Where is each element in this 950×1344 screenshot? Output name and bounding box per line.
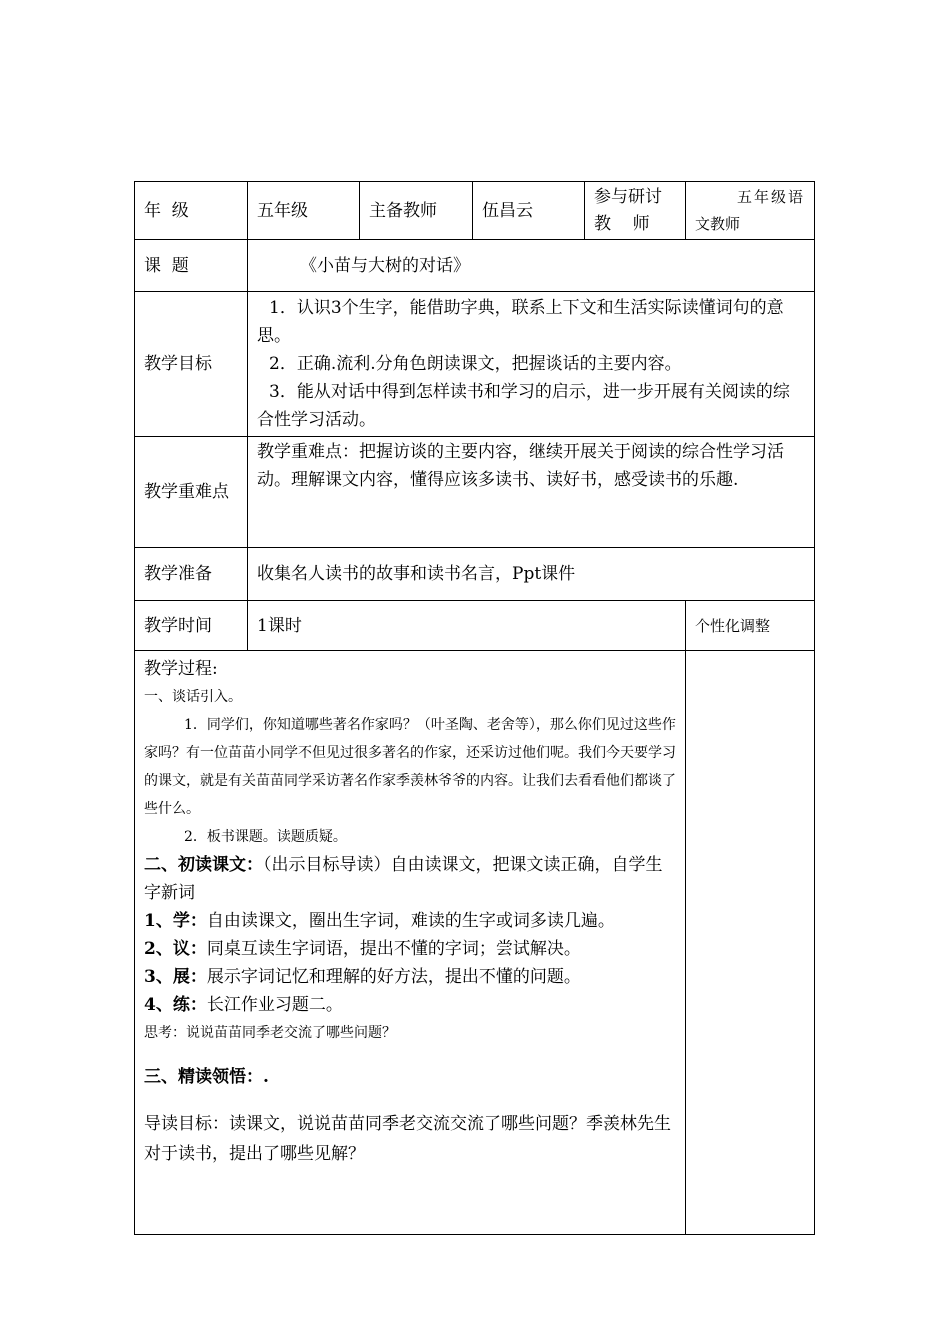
step-number: 2、议： bbox=[144, 939, 207, 959]
participants-value-line2: 文教师 bbox=[695, 214, 741, 233]
time-value: 1课时 bbox=[248, 601, 686, 651]
header-row bbox=[135, 182, 815, 240]
lead-teacher-label: 主备教师 bbox=[360, 182, 473, 240]
participants-label-line1: 参与研讨 bbox=[594, 186, 662, 207]
step-2 bbox=[144, 935, 676, 963]
goal-item: 2．正确.流利.分角色朗读课文，把握谈话的主要内容。 bbox=[269, 354, 682, 374]
preparation-label: 教学准备 bbox=[135, 548, 248, 601]
goals-content bbox=[248, 292, 815, 437]
goal-item: 3．能从对话中得到怎样读书和学习的启示，进一步开展有关阅读的综合性学习活动。 bbox=[257, 382, 790, 430]
time-row bbox=[135, 601, 815, 651]
goals-row bbox=[135, 292, 815, 437]
grade-value: 五年级 bbox=[248, 182, 360, 240]
spacer bbox=[144, 1047, 676, 1063]
process-title: 教学过程: bbox=[144, 659, 218, 679]
goal-item: 1．认识3个生字，能借助字典，联系上下文和生活实际读懂词句的意思。 bbox=[257, 298, 784, 346]
section-3 bbox=[144, 1063, 676, 1091]
step-1 bbox=[144, 907, 676, 935]
step-number: 3、展： bbox=[144, 967, 207, 987]
step-text: 展示字词记忆和理解的好方法，提出不懂的问题。 bbox=[206, 967, 581, 987]
lesson-plan-table bbox=[134, 181, 815, 1235]
topic-value: 《小苗与大树的对话》 bbox=[248, 240, 815, 292]
preparation-row bbox=[135, 548, 815, 601]
time-label: 教学时间 bbox=[135, 601, 248, 651]
section-2-title: 二、初读课文： bbox=[144, 855, 263, 875]
section-3-dot: . bbox=[263, 1067, 269, 1087]
adjust-column bbox=[686, 651, 815, 1235]
step-3 bbox=[144, 963, 676, 991]
participants-value bbox=[686, 182, 815, 240]
goals-label: 教学目标 bbox=[135, 292, 248, 437]
topic-row bbox=[135, 240, 815, 292]
step-text: 同桌互读生字词语，提出不懂的字词；尝试解决。 bbox=[206, 939, 581, 959]
section-1-step-2: 2．板书课题。读题质疑。 bbox=[184, 829, 347, 845]
topic-label: 课 题 bbox=[135, 240, 248, 292]
lead-teacher-value: 伍昌云 bbox=[473, 182, 585, 240]
process-row bbox=[135, 651, 815, 1235]
grade-label: 年 级 bbox=[135, 182, 248, 240]
step-4 bbox=[144, 991, 676, 1019]
step-text: 长江作业习题二。 bbox=[206, 995, 343, 1015]
step-text: 自由读课文，圈出生字词，难读的生字或词多读几遍。 bbox=[206, 911, 615, 931]
section-1-paragraph: 1．同学们，你知道哪些著名作家吗？（叶圣陶、老舍等），那么你们见过这些作家吗？有一位苗苗小同学不但见过很多著名的作家，还采访过他们呢。我们今天要学习的课文，就是有关苗苗同学采访著名作家季羡林爷爷的内容。让我们去看看他们都谈了些什么。 bbox=[144, 717, 676, 817]
think-question: 思考：说说苗苗同季老交流了哪些问题？ bbox=[144, 1025, 396, 1041]
section-2 bbox=[144, 851, 676, 907]
participants-label bbox=[585, 182, 686, 240]
section-1-title: 一、谈话引入。 bbox=[144, 689, 242, 705]
difficulty-label: 教学重难点 bbox=[135, 437, 248, 548]
section-2-text: （出示目标导读）自由读课文，把课文读正确，自学生字新词 bbox=[144, 855, 663, 903]
participants-value-line1: 五年级语 bbox=[736, 187, 805, 206]
process-content bbox=[135, 651, 686, 1235]
spacer bbox=[144, 1091, 676, 1109]
participants-label-line2: 教 师 bbox=[594, 213, 650, 234]
adjust-label: 个性化调整 bbox=[686, 601, 815, 651]
difficulty-row bbox=[135, 437, 815, 548]
section-3-text: 导读目标：读课文，说说苗苗同季老交流交流了哪些问题？季羡林先生对于读书，提出了哪些见解？ bbox=[144, 1114, 671, 1164]
section-3-title: 三、精读领悟： bbox=[144, 1067, 263, 1087]
preparation-value: 收集名人读书的故事和读书名言，Ppt课件 bbox=[248, 548, 815, 601]
step-number: 4、练： bbox=[144, 995, 207, 1015]
difficulty-value: 教学重难点：把握访谈的主要内容，继续开展关于阅读的综合性学习活动。理解课文内容，懂得应该多读书、读好书，感受读书的乐趣. bbox=[248, 437, 815, 548]
step-number: 1、学： bbox=[144, 911, 207, 931]
